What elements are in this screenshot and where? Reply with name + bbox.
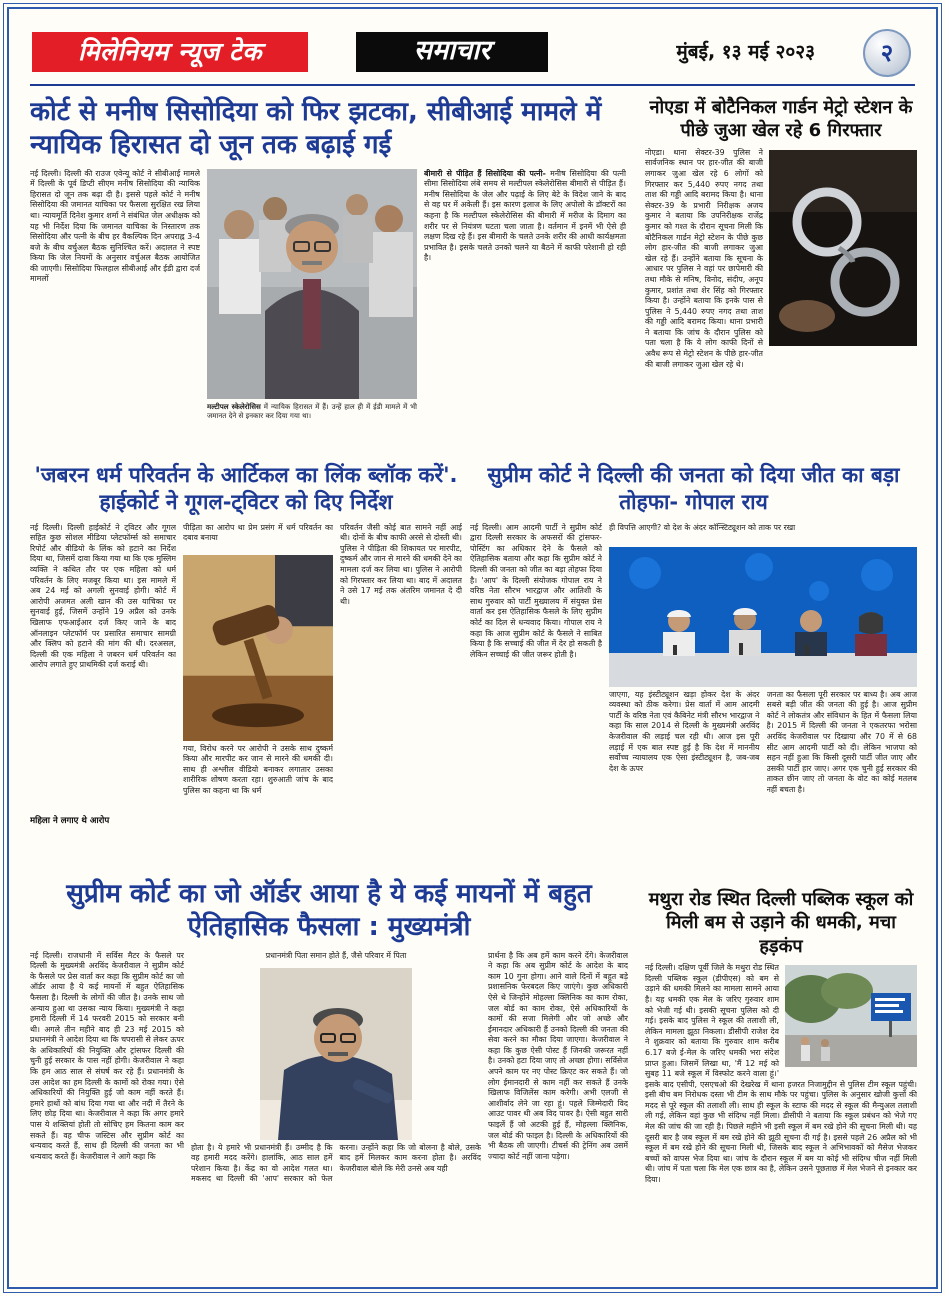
aap-mid-top: ही विपत्ति आएगी? वो देश के अंदर कॉन्स्टिट्यूशन को ताक पर रखा bbox=[609, 522, 796, 532]
aap-col1: नई दिल्ली। आम आदमी पार्टी ने सुप्रीम कोर्ट द्वारा दिल्ली सरकार के अफसरों की ट्रांसफर-पोस्टिंग का अधिकार देने के फैसले को ऐतिहासिक बताया और कहा कि सुप्रीम कोर्ट ने दिल्ली की जनता को जीत का बड़ा तोहफा दिया है। 'आप' के दिल्ली संयोजक गोपाल राय ने वरिष्ठ नेता सौरभ भारद्वाज और आतिशी के साथ गुरुवार को पार्टी मुख्यालय में संयुक्त प्रेस वार्ता कर इस ऐतिहासिक फैसले के लिए सुप्रीम कोर्ट का दिल से धन्यवाद किया। गोपाल राय ने कहा कि आज सुप्रीम कोर्ट के फैसले ने साबित किया है कि सच्चाई की जीत में देर हो सकती है लेकिन सच्चाई की जीत जरूर होती है। bbox=[470, 522, 602, 659]
highcourt-col3: परिवर्तन जैसी कोई बात सामने नहीं आई थी। दोनों के बीच काफी अरसे से दोस्ती थी। पुलिस ने पीड़िता की शिकायत पर मारपीट, दुष्कर्म और जान से मारने की धमकी देने का मामला दर्ज कर लिया था। पुलिस ने आरोपी को गिरफ्तार कर लिया था। बाद में अदालत ने उसे 17 मई तक अंतरिम जमानत दे दी थी। bbox=[340, 522, 462, 606]
aap-col2: जाएगा, यह इंस्टीट्यूशन खड़ा होकर देश के अंदर व्यवस्था को ठीक करेगा। प्रेस वार्ता में आम आदमी पार्टी के वरिष्ठ नेता एवं कैबिनेट मंत्री सौरभ भारद्वाज ने कहा कि साल 2014 से दिल्ली के मुख्यमंत्री अरविंद केजरीवाल की लड़ाई चल रही थी। आज इस पूरी लड़ाई में एक बात स्पष्ट हुई है कि देश में माननीय सर्वोच्च न्यायालय एक ऐसा इंस्टीट्यूशन है, जब-जब देश के ऊपर bbox=[609, 689, 760, 773]
headline-sisodia: कोर्ट से मनीष सिसोदिया को फिर झटका, सीबीआई मामले में न्यायिक हिरासत दो जून तक बढ़ाई गई bbox=[30, 97, 602, 161]
photo-gavel bbox=[183, 555, 333, 741]
sisodia-caption-label: मल्टीपल स्केलेरोसिस bbox=[207, 401, 261, 411]
photo-sisodia bbox=[207, 169, 417, 399]
sisodia-figure bbox=[207, 169, 417, 449]
handcuffs-illustration bbox=[769, 150, 917, 346]
sisodia-col1: नई दिल्ली। दिल्ली की राउज एवेन्यू कोर्ट ने सीबीआई मामले में दिल्ली के पूर्व डिप्टी सीएम मनीष सिसोदिया की न्यायिक हिरासत दो जून तक बढ़ा दी है। इससे पहले कोर्ट ने मनीष सिसोदिया की जमानत याचिका पर फैसला सुरक्षित रख लिया था। न्यायमूर्ति दिनेश कुमार शर्मा ने संबंधित जेल अधीक्षक को यह भी निर्देश दिया कि जमानत याचिका के निस्तारण तक सिसोदिया और पत्नी के बीच हर वैकल्पिक दिन अपराह्न 3-4 बजे के बीच वर्चुअल बैठक सुनिश्चित करें। अदालत ने स्पष्ट किया कि जेल नियमों के अनुसार वर्चुअल बैठक आयोजित की जाएगी। सिसोदिया फिलहाल सीबीआई और ईडी द्वारा दर्ज मामलों bbox=[30, 168, 200, 284]
noida-body: नोएडा। थाना सेक्टर-39 पुलिस ने सार्वजनिक स्थान पर हार-जीत की बाजी लगाकर जुआ खेल रहे 6 लोगों को गिरफ्तार कर 5,440 रुपए नगद तथा ताश की गड्डी आदि बरामद किया है। थाना सेक्टर-39 के प्रभारी निरीक्षक अजय कुमार ने बताया कि उपनिरीक्षक राजेंद्र कुमार को गश्त के दौरान सूचना मिली कि बोटैनिकल गार्डन मेट्रो स्टेशन के पीछे कुछ लोग हार-जीत की बाजी लगाकर जुआ खेल रहे हैं। उन्होंने बताया कि सूचना के आधार पर पुलिस ने वहां पर छापेमारी की तथा मौके से मनिष, विनोद, संदीप, अनूप कुमार, प्रशांत तथा शेर सिंह को गिरफ्तार किया है। उन्होंने बताया कि इनके पास से पुलिस ने 5,440 रुपए नगद तथा ताश की गड्डी आदि बरामद किया। थाना प्रभारी ने बताया कि जांच के दौरान पुलिस को पता चला है कि ये लोग काफी दिनों से अवैध रूप से मेट्रो स्टेशन के पीछे हार-जीत की बाजी लगाकर जुआ खेल रहे थे। bbox=[645, 147, 763, 369]
highcourt-subhead: महिला ने लगाए थे आरोप bbox=[30, 815, 110, 826]
brand-box: मिलेनियम न्यूज टेक bbox=[32, 32, 308, 72]
sisodia-col2 bbox=[424, 169, 626, 449]
header-divider bbox=[30, 84, 915, 86]
highcourt-col1-wrap bbox=[30, 523, 176, 836]
photo-aap-press-conference bbox=[609, 547, 917, 687]
headline-cm: सुप्रीम कोर्ट का जो ऑर्डर आया है ये कई मायनों में बहुत ऐतिहासिक फैसला : मुख्यमंत्री bbox=[66, 879, 592, 943]
sisodia-photo-caption: में न्यायिक हिरासत में हैं। उन्हें हाल ही में ईडी मामले में भी जमानत देने से इनकार कर दिया गया था। bbox=[207, 401, 417, 420]
highcourt-mid-bottom: गया, विरोध करने पर आरोपी ने उसके साथ दुष्कर्म किया और मारपीट कर जान से मारने की धमकी दी। साथ ही अश्लील वीडियो बनाकर लगातार उसका शारीरिक शोषण करता रहा। शुरुआती जांच के बाद पुलिस का कहना था कि धर्म bbox=[183, 743, 333, 795]
sisodia-photo-illustration bbox=[207, 169, 417, 399]
highcourt-col1: नई दिल्ली। दिल्ली हाईकोर्ट ने ट्विटर और गूगल सहित कुछ सोशल मीडिया प्लेटफॉर्म्स को समाचार रिपोर्ट और वीडियो के लिंक को हटाने का निर्देश दिया था, जिसमें दावा किया गया था कि एक मुस्लिम व्यक्ति ने कथित तौर पर एक महिला को धर्म परिवर्तन के लिए मजबूर किया था। इस मामले में अब 24 मई को अगली सुनवाई होगी। कोर्ट में आरोपी अजमत अली खान की उस याचिका पर सुनवाई हुई, जिसमें उन्होंने 19 अप्रैल को उनके खिलाफ एफआईआर दर्ज किए जाने के बाद ऑनलाइन प्लेटफॉर्म पर प्रसारित समाचार सामग्री और क्लिप को हटाने की मांग की थी। दरअसल, दिल्ली की एक महिला ने जबरन धर्म परिवर्तन का आरोप लगाते हुए प्राथमिकी दर्ज कराई थी। bbox=[30, 522, 176, 670]
aap-right-wrap bbox=[609, 523, 917, 861]
page-number-badge: २ bbox=[863, 29, 911, 77]
dateline: मुंबई, १३ मई २०२३ bbox=[676, 41, 815, 63]
headline-school: मथुरा रोड स्थित दिल्ली पब्लिक स्कूल को मिली बम से उड़ाने की धमकी, मचा हड़कंप bbox=[648, 889, 914, 957]
masthead bbox=[30, 28, 915, 76]
sisodia-col2-text: मनीष सिसोदिया की पत्नी सीमा सिसोदिया लंबे समय से मल्टीपल स्केलेरोसिस बीमारी से पीड़ित हैं। मनीष सिसोदिया के जेल और पढ़ाई के लिए बेटे के विदेश जाने के बाद से वह घर में अकेली हैं। इस कारण इलाज के लिए अपोलो के डॉक्टरों का कहना है कि मल्टीपल स्केलेरोसिस की बीमारी में मरीज के दिमाग का शरीर पर से नियंत्रण घटता चला जाता है। वर्तमान में इनमें भी ऐसे ही लक्षण दिख रहे हैं। इस बीमारी के चलते उनके शरीर की आधी कार्यक्षमता प्रभावित है। इसके चलते उनको चलने या बैठने में काफी परेशानी हो रही है। bbox=[424, 168, 626, 263]
headline-highcourt: 'जबरन धर्म परिवर्तन के आर्टिकल का लिंक ब्लॉक करें'. हाईकोर्ट ने गूगल-ट्विटर को दिए निर्देश bbox=[34, 463, 458, 515]
section-title: समाचार bbox=[356, 32, 548, 72]
aap-col3: जनता का फैसला पूरी सरकार पर बाध्य है। अब आज सबसे बड़ी जीत की जनता की हुई है। आज सुप्रीम कोर्ट ने लोकतंत्र और संविधान के हित में फैसला लिया है। 2015 में दिल्ली की जनता ने एकतरफा भरोसा अरविंद केजरीवाल पर दिखाया और 70 में से 68 सीट आम आदमी पार्टी को दी। लेकिन भाजपा को सहन नहीं हुआ कि किसी दूसरी पार्टी जीत जाए और उसकी पार्टी हार जाए। अगर एक चुनी हुई सरकार की ताकत छीन जाए तो जनता के वोट का कोई मतलब नहीं बचता है। bbox=[766, 689, 917, 794]
noida-body-wrap bbox=[645, 148, 917, 446]
photo-school-street bbox=[785, 965, 917, 1067]
article-noida bbox=[645, 96, 917, 450]
headline-aap: सुप्रीम कोर्ट ने दिल्ली की जनता को दिया जीत का बड़ा तोहफा- गोपाल राय bbox=[487, 463, 900, 515]
aap-press-illustration bbox=[609, 547, 917, 687]
article-school bbox=[645, 888, 917, 1270]
cm-mid-top: प्रधानमंत्री पिता समान होते हैं, जैसे परिवार में पिता bbox=[265, 950, 407, 960]
school-street-illustration bbox=[785, 965, 917, 1067]
kejriwal-illustration bbox=[260, 968, 412, 1140]
highcourt-mid-top: पीड़िता का आरोप था प्रेम प्रसंग में धर्म परिवर्तन का दबाव बनाया bbox=[183, 522, 333, 543]
headline-noida: नोएडा में बोटैनिकल गार्डन मेट्रो स्टेशन के पीछे जुआ खेल रहे 6 गिरफ्तार bbox=[649, 97, 913, 142]
article-highcourt bbox=[30, 462, 462, 872]
article-cm bbox=[30, 878, 628, 1270]
cm-col1: नई दिल्ली। राजधानी में सर्विस मैटर के फैसले पर दिल्ली के मुख्यमंत्री अरविंद केजरीवाल ने सुप्रीम कोर्ट के फैसले पर प्रेस वार्ता कर कहा कि सुप्रीम कोर्ट का जो ऑर्डर आया है ये कई मायनों में बहुत ऐतिहासिक फैसला है। दिल्ली के लोगों की जीत है। उनके साथ जो अन्याय हुआ था उसका न्याय किया। मुख्यमंत्री ने कहा हमारी दिल्ली में 14 फरवरी 2015 को सरकार बनी थी। अगले तीन महीने बाद ही 23 मई 2015 को प्रधानमंत्री ने आदेश दिया था कि चपरासी से लेकर ऊपर के अधिकारियों की नियुक्ति और ट्रांसफर दिल्ली की चुनी हुई सरकार के पास नहीं होगी। केजरीवाल ने कहा कि हम आठ साल से संघर्ष कर रहे हैं। प्रधानमंत्री के उस आदेश का हम दिल्ली के कामों को रोका गया। ऐसे अधिकारियों की नियुक्ति हुई जो काम नहीं करते हैं। हमारे हाथों को बांध दिया गया था और नदी में तैरने के लिए छोड़ दिया था। केजरीवाल ने कहा कि अगर हमारे पास ये शक्तियां होती तो सोचिए हम कितना काम कर सकते हैं। वह चीफ जस्टिस और सुप्रीम कोर्ट का धन्यवाद करते हैं, साथ ही दिल्ली की जनता का भी धन्यवाद करते हैं। केजरीवाल ने आगे कहा कि bbox=[30, 950, 184, 1161]
article-sisodia bbox=[30, 96, 626, 450]
photo-handcuffs bbox=[769, 150, 917, 346]
sisodia-lead-bold: बीमारी से पीड़ित हैं सिसोदिया की पत्नी- bbox=[424, 168, 551, 178]
school-body: नई दिल्ली। दक्षिण पूर्वी जिले के मथुरा रोड स्थित दिल्ली पब्लिक स्कूल (डीपीएस) को बम से उड़ाने की धमकी मिलने का मामला सामने आया है। यह धमकी एक मेल के जरिए गुरुवार शाम को भेजी गई थी। इसकी सूचना पुलिस को दी गई। इसके बाद पुलिस ने स्कूल की तलाशी ली, लेकिन मामला झूठा निकला। डीसीपी राजेश देव ने शुक्रवार को बताया कि गुरुवार शाम करीब 6.17 बजे ई-मेल के जरिए धमकी भरा संदेश प्राप्त हुआ। जिसमें लिखा था, 'मैं 12 मई को सुबह 11 बजे स्कूल में विस्फोट करने वाला हूं।' इसके बाद एसीपी, एसएचओ की देखरेख में थाना हजरत निजामुद्दीन से पुलिस टीम स्कूल पहुंची। इसी बीच बम निरोधक दस्ता भी टीम के साथ मौके पर पहुंचा। पुलिस के अनुसार खोजी कुत्तों की मदद से पूरे स्कूल की तलाशी ली। साथ ही स्कूल के स्टाफ की मदद से स्कूल की मैन्युअल तलाशी ली गई, लेकिन वहां कुछ भी संदिग्ध नहीं मिला। डीसीपी ने बताया कि स्कूल प्रबंधन को भेजे गए मेल की जांच की जा रही है। पिछले महीने भी इसी स्कूल में बम रखे होने की सूचना मिली थी। यह दूसरी बार है जब स्कूल में बम रखे होने की झूठी सूचना दी गई है। इससे पहले 26 अप्रैल को भी स्कूल में बम रखे होने की सूचना मिली थी, जिसके बाद स्कूल ने अभिभावकों को मैसेज भेजकर बच्चों को वापस भेज दिया था। जांच के दौरान स्कूल में बम या कोई भी संदिग्ध चीज नहीं मिली थी। जांच में पता चला कि मेल एक छात्र का है, लेकिन उसने पूछताछ में मेल भेजने से इनकार कर दिया। bbox=[645, 963, 917, 1185]
school-body-wrap bbox=[645, 963, 917, 1270]
photo-kejriwal bbox=[260, 968, 412, 1140]
highcourt-mid-wrap bbox=[183, 523, 333, 836]
article-aap bbox=[470, 462, 917, 872]
gavel-illustration bbox=[183, 555, 333, 741]
cm-col4: प्रार्थना है कि अब हमें काम करने देंगे। केजरीवाल ने कहा कि अब सुप्रीम कोर्ट के आदेश के बाद काम 10 गुना होगा। आने वाले दिनों में बहुत बड़े प्रशासनिक फेरबदल किए जाएंगे। कुछ अधिकारी ऐसे थे जिन्होंने मोहल्ला क्लिनिक का काम रोका, जल बोर्ड का काम रोका, ऐसे अधिकारियों के कामों की सजा मिलेगी और जो अच्छे और ईमानदार अधिकारी हैं उनको दिल्ली की जनता की सेवा करने का मौका दिया जाएगा। केजरीवाल ने कहा कि कुछ ऐसी पोस्ट हैं जिनकी जरूरत नहीं है। उनको हटा दिया जाए तो अच्छा होगा। सर्विसेज अपने काम पर नए पोस्ट क्रिएट कर सकते हैं। जो लोग ईमानदारी से काम नहीं कर सकते हैं उनके खिलाफ विजिलेंस काम करेगी। अभी एलजी से आशीर्वाद लेने जा रहा हूं। पहले जिम्मेदारी विद आउट पावर थी अब विद पावर है। ऐसी बहुत सारी फाइलें हैं जो अटकी हुई हैं, मोहल्ला क्लिनिक, जल बोर्ड की फाइल है। दिल्ली के अधिकारियों की भी बैठक ली जाएगी। टीचर्स की ट्रेनिंग अब उसमें ज्यादा कोर्ट नहीं जाना पड़ेगा। bbox=[488, 950, 628, 1161]
cm-mid-wrap bbox=[191, 951, 481, 1261]
cm-mid-bottom: होता है। ये हमारे भी प्रधानमंत्री हैं। उम्मीद है कि वह हमारी मदद करेंगे। हालांकि, आठ साल हमें परेशान किया है। केंद्र का वो आदेश गलत था। मकसद था दिल्ली की 'आप' सरकार को फेल करना। उन्होंने कहा कि जो बोलना है बोले, उसके बाद हमें मिलकर काम करना होता है। अरविंद केजरीवाल बोले कि मेरी उनसे अब यही bbox=[191, 1142, 481, 1184]
